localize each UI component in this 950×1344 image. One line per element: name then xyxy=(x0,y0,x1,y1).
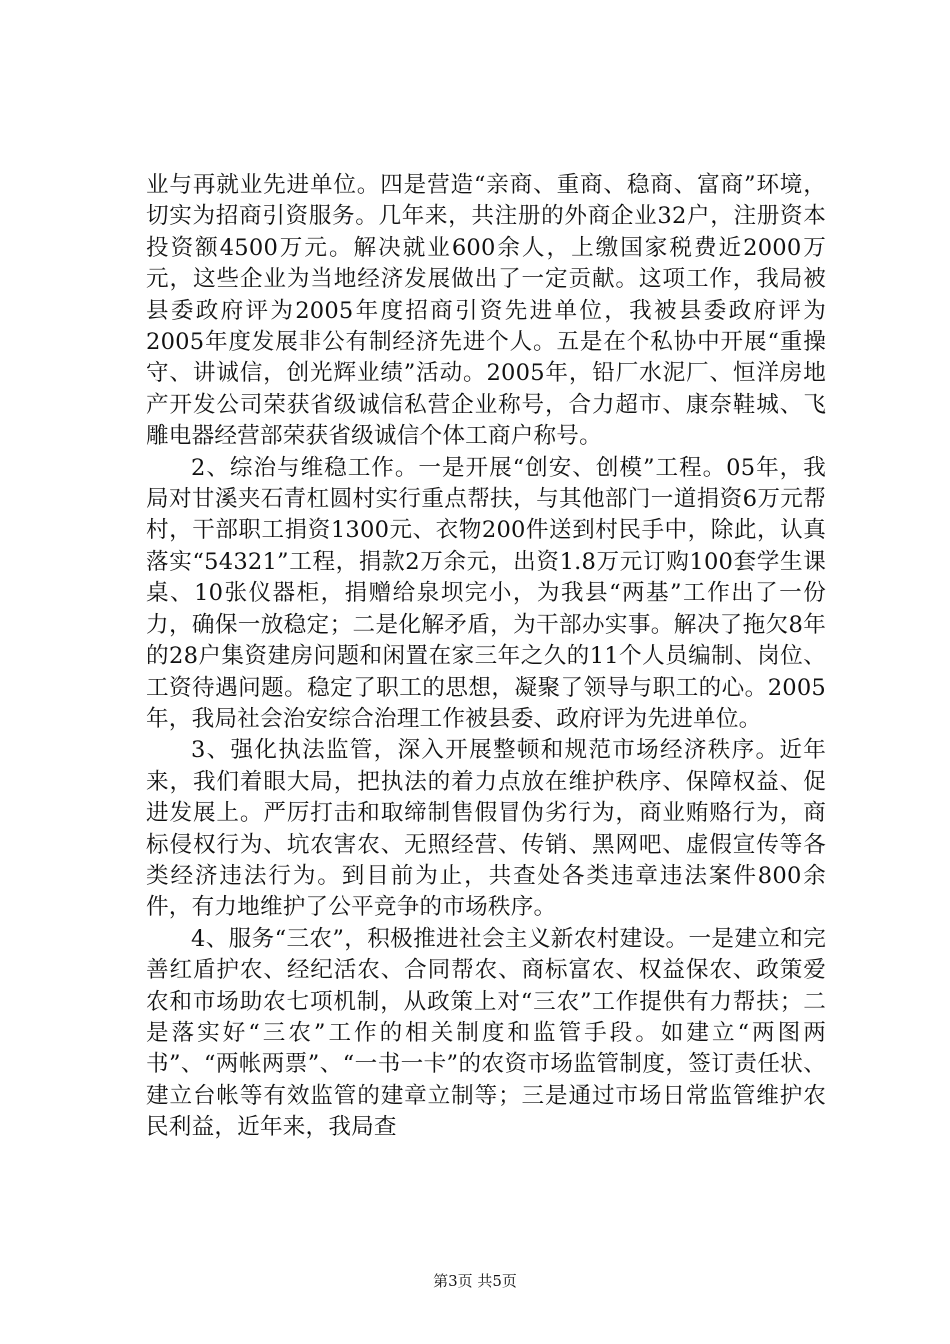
paragraph-3: 3、强化执法监管，深入开展整顿和规范市场经济秩序。近年来，我们着眼大局，把执法的着力点放在维护秩序、保障权益、促进发展上。严厉打击和取缔制售假冒伪劣行为，商业贿赂行为，商标侵权行为、坑农害农、无照经营、传销、黑网吧、虚假宣传等各类经济违法行为。到目前为止，共查处各类违章违法案件800余件，有力地维护了公平竞争的市场秩序。 xyxy=(146,737,826,921)
paragraph-2: 2、综治与维稳工作。一是开展“创安、创模”工程。05年，我局对甘溪夹石青杠圆村实行重点帮扶，与其他部门一道捐资6万元帮村，干部职工捐资1300元、衣物200件送到村民手中，除此，认真落实“54321”工程，捐款2万余元，出资1.8万元订购100套学生课桌、10张仪器柜，捐赠给泉坝完小，为我县“两基”工作出了一份力，确保一放稳定；二是化解矛盾，为干部办实事。解决了拖欠8年的28户集资建房问题和闲置在家三年之久的11个人员编制、岗位、工资待遇问题。稳定了职工的思想，凝聚了领导与职工的心。2005年，我局社会治安综合治理工作被县委、政府评为先进单位。 xyxy=(146,454,826,732)
paragraph-4: 4、服务“三农”，积极推进社会主义新农村建设。一是建立和完善红盾护农、经纪活农、合同帮农、商标富农、权益保农、政策爱农和市场助农七项机制，从政策上对“三农”工作提供有力帮扶；二是落实好“三农”工作的相关制度和监管手段。如建立“两图两书”、“两帐两票”、“一书一卡”的农资市场监管制度，签订责任状、建立台帐等有效监管的建章立制等；三是通过市场日常监管维护农民利益，近年来，我局查 xyxy=(146,925,826,1141)
paragraph-1: 业与再就业先进单位。四是营造“亲商、重商、稳商、富商”环境，切实为招商引资服务。几年来，共注册的外商企业32户，注册资本投资额4500万元。解决就业600余人，上缴国家税费近2000万元，这些企业为当地经济发展做出了一定贡献。这项工作，我局被县委政府评为2005年度招商引资先进单位，我被县委政府评为2005年度发展非公有制经济先进个人。五是在个私协中开展“重操守、讲诚信，创光辉业绩”活动。2005年，铅厂水泥厂、恒洋房地产开发公司荣获省级诚信私营企业称号，合力超市、康奈鞋城、飞雕电器经营部荣获省级诚信个体工商户称号。 xyxy=(146,172,826,450)
page-footer: 第3页 共5页 xyxy=(433,1272,517,1290)
document-body xyxy=(146,170,826,1144)
